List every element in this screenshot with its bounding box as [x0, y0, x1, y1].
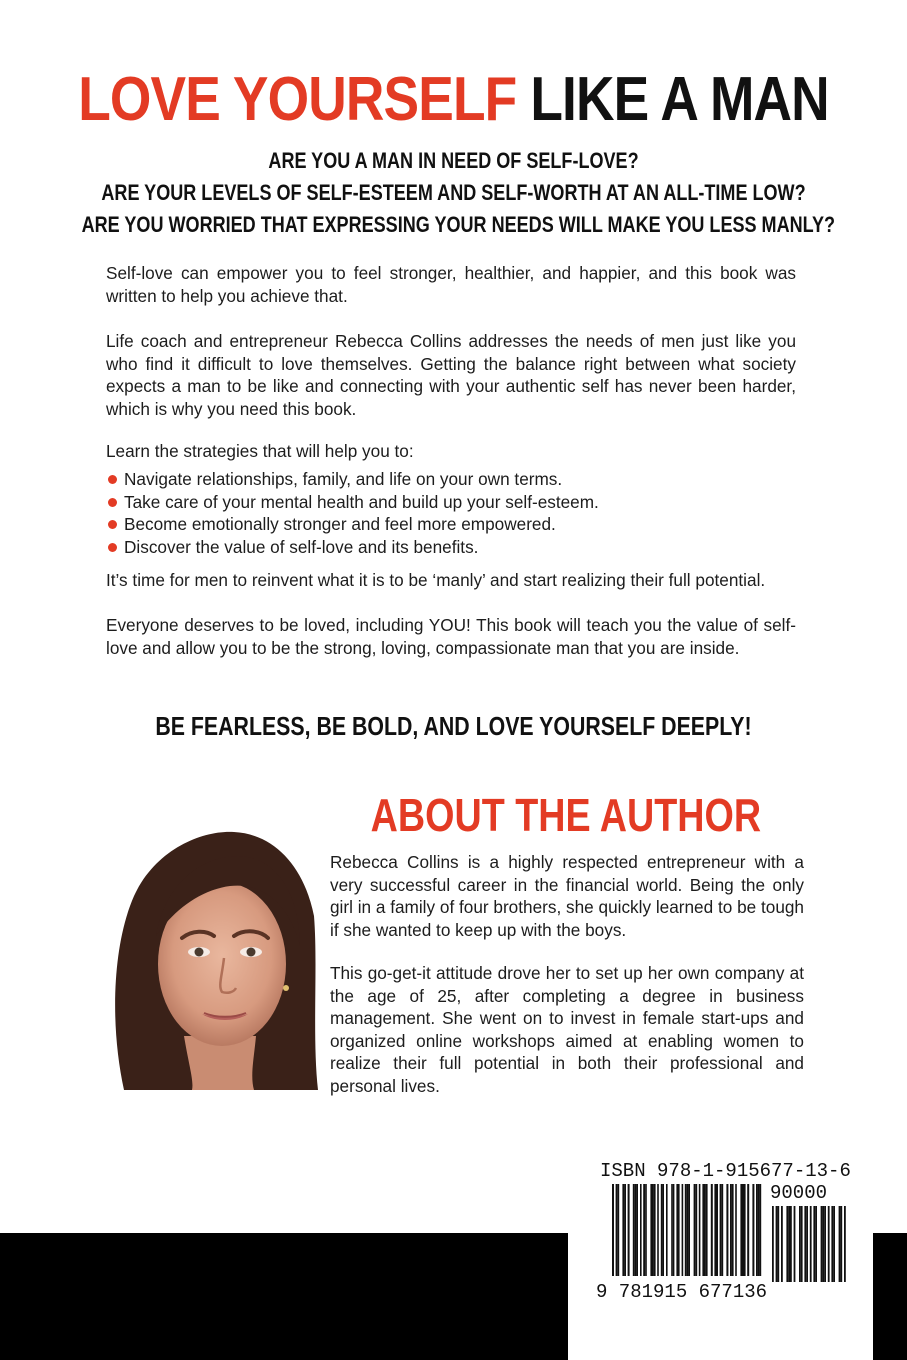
barcode-bar — [844, 1206, 846, 1282]
question-line: ARE YOU A MAN IN NEED OF SELF-LOVE? — [268, 148, 639, 173]
barcode-bar — [813, 1206, 815, 1282]
barcode-bar — [666, 1184, 668, 1276]
barcode-bar — [676, 1184, 678, 1276]
barcode-bar — [635, 1184, 637, 1276]
barcode-bar — [633, 1184, 635, 1276]
barcode-bar — [702, 1184, 704, 1276]
barcode-bar — [752, 1184, 754, 1276]
cover-title — [63, 62, 843, 138]
title-highlight: LOVE YOURSELF — [78, 65, 517, 134]
barcode-bar — [640, 1184, 642, 1276]
strategy-list — [106, 468, 796, 558]
isbn-label: ISBN 978-1-915677-13-6 — [600, 1160, 851, 1182]
barcode-bar — [687, 1184, 689, 1276]
barcode-icon — [612, 1184, 862, 1292]
barcode-bar — [682, 1184, 684, 1276]
barcode-bar — [730, 1184, 732, 1276]
barcode-bar — [652, 1184, 654, 1276]
barcode-bar — [678, 1184, 680, 1276]
list-item-text: Navigate relationships, family, and life on your own terms. — [124, 469, 563, 489]
barcode-bar — [685, 1184, 687, 1276]
barcode-bar — [740, 1184, 742, 1276]
barcode-bar — [772, 1206, 774, 1282]
barcode-bar — [673, 1184, 675, 1276]
bullet-dot-icon — [108, 543, 117, 552]
barcode-bar — [801, 1206, 803, 1282]
barcode-bar — [695, 1184, 697, 1276]
barcode-bar — [661, 1184, 663, 1276]
barcode-bar — [742, 1184, 744, 1276]
barcode-bar — [747, 1184, 749, 1276]
title-rest: LIKE A MAN — [530, 65, 829, 134]
barcode-bar — [694, 1184, 696, 1276]
barcode-bar — [831, 1206, 833, 1282]
manly-paragraph: It’s time for men to reinvent what it is to be ‘manly’ and start realizing their full potential. — [106, 570, 766, 590]
question-line: ARE YOUR LEVELS OF SELF-ESTEEM AND SELF-WORTH AT AN ALL-TIME LOW? — [101, 180, 806, 205]
barcode-bar — [706, 1184, 708, 1276]
bullet-dot-icon — [108, 498, 117, 507]
barcode-bar — [735, 1184, 737, 1276]
closing-paragraph: Everyone deserves to be loved, including YOU! This book will teach you the value of self-love and allow you to be the strong, loving, compassionate man that you are inside. — [106, 615, 796, 658]
barcode-bar — [788, 1206, 790, 1282]
barcode-bar — [804, 1206, 806, 1282]
bullet-dot-icon — [108, 475, 117, 484]
barcode-bar — [824, 1206, 826, 1282]
barcode-bar — [662, 1184, 664, 1276]
barcode-bar — [624, 1184, 626, 1276]
barcode-bar — [654, 1184, 656, 1276]
barcode-bar — [833, 1206, 835, 1282]
barcode-bar — [622, 1184, 624, 1276]
barcode-bar — [822, 1206, 824, 1282]
barcode-bar — [636, 1184, 638, 1276]
barcode-bar — [786, 1206, 788, 1282]
ean-number: 9 781915 677136 — [596, 1281, 768, 1303]
barcode-bar — [781, 1206, 783, 1282]
author-bio-paragraph: Rebecca Collins is a highly respected entrepreneur with a very successful career in the financial world. Being the only girl in a family of four brothers, she quickly learned to be tough if she wanted to keep up with the boys. — [330, 852, 804, 940]
barcode-bar — [671, 1184, 673, 1276]
list-item-text: Become emotionally stronger and feel more empowered. — [124, 514, 556, 534]
barcode-bar — [756, 1184, 758, 1276]
barcode-bar — [643, 1184, 645, 1276]
list-item — [106, 513, 796, 536]
list-item — [106, 491, 796, 514]
barcode-bar — [650, 1184, 652, 1276]
barcode-bar — [716, 1184, 718, 1276]
bullet-dot-icon — [108, 520, 117, 529]
list-item-text: Take care of your mental health and build up your self-esteem. — [124, 491, 599, 512]
barcode-bar — [810, 1206, 812, 1282]
barcode-bar — [628, 1184, 630, 1276]
barcode-bar — [744, 1184, 746, 1276]
about-author-heading: ABOUT THE AUTHOR — [370, 789, 762, 841]
list-item — [106, 536, 796, 559]
barcode-bar — [657, 1184, 659, 1276]
barcode-bar — [721, 1184, 723, 1276]
list-item-text: Discover the value of self-love and its benefits. — [124, 536, 479, 557]
barcode-bar — [704, 1184, 706, 1276]
barcode-bar — [714, 1184, 716, 1276]
question-list — [0, 145, 907, 241]
barcode-bar — [699, 1184, 701, 1276]
barcode-bar — [839, 1206, 841, 1282]
price-code: 90000 — [770, 1182, 828, 1204]
barcode-bar — [720, 1184, 722, 1276]
barcode-bar — [840, 1206, 842, 1282]
barcode-bar — [711, 1184, 713, 1276]
description-paragraph: Life coach and entrepreneur Rebecca Collins addresses the needs of men just like you who find it difficult to love themselves. Getting the balance right between what society expects a man to be like and connecting with your authentic self has never been harder, which is why you need this book. — [106, 331, 796, 419]
list-item — [106, 468, 796, 491]
barcode-bar — [645, 1184, 647, 1276]
intro-paragraph: Self-love can empower you to feel stronger, healthier, and happier, and this book was written to help you achieve that. — [106, 263, 796, 306]
barcode-bar — [732, 1184, 734, 1276]
tagline: BE FEARLESS, BE BOLD, AND LOVE YOURSELF DEEPLY! — [155, 711, 752, 741]
barcode-bar — [821, 1206, 823, 1282]
author-photo — [104, 826, 318, 1090]
barcode-bar — [726, 1184, 728, 1276]
barcode-bar — [617, 1184, 619, 1276]
barcode-bar — [758, 1184, 760, 1276]
barcode-bar — [794, 1206, 796, 1282]
barcode-bar — [806, 1206, 808, 1282]
barcode-bar — [799, 1206, 801, 1282]
barcode-bar — [828, 1206, 830, 1282]
barcode-bar — [815, 1206, 817, 1282]
barcode-bar — [777, 1206, 779, 1282]
barcode-bar — [616, 1184, 618, 1276]
strategies-intro: Learn the strategies that will help you to: — [106, 441, 414, 461]
barcode-bar — [776, 1206, 778, 1282]
barcode-bar — [688, 1184, 690, 1276]
question-line: ARE YOU WORRIED THAT EXPRESSING YOUR NEEDS WILL MAKE YOU LESS MANLY? — [81, 212, 836, 237]
barcode-bar — [612, 1184, 614, 1276]
author-bio-paragraph: This go-get-it attitude drove her to set up her own company at the age of 25, after completing a degree in business management. She went on to invest in female start-ups and organized online workshops aimed at enabling women to realize their full potential in both their professional and personal lives. — [330, 963, 804, 1096]
barcode-bar — [790, 1206, 792, 1282]
barcode-bar — [760, 1184, 762, 1276]
